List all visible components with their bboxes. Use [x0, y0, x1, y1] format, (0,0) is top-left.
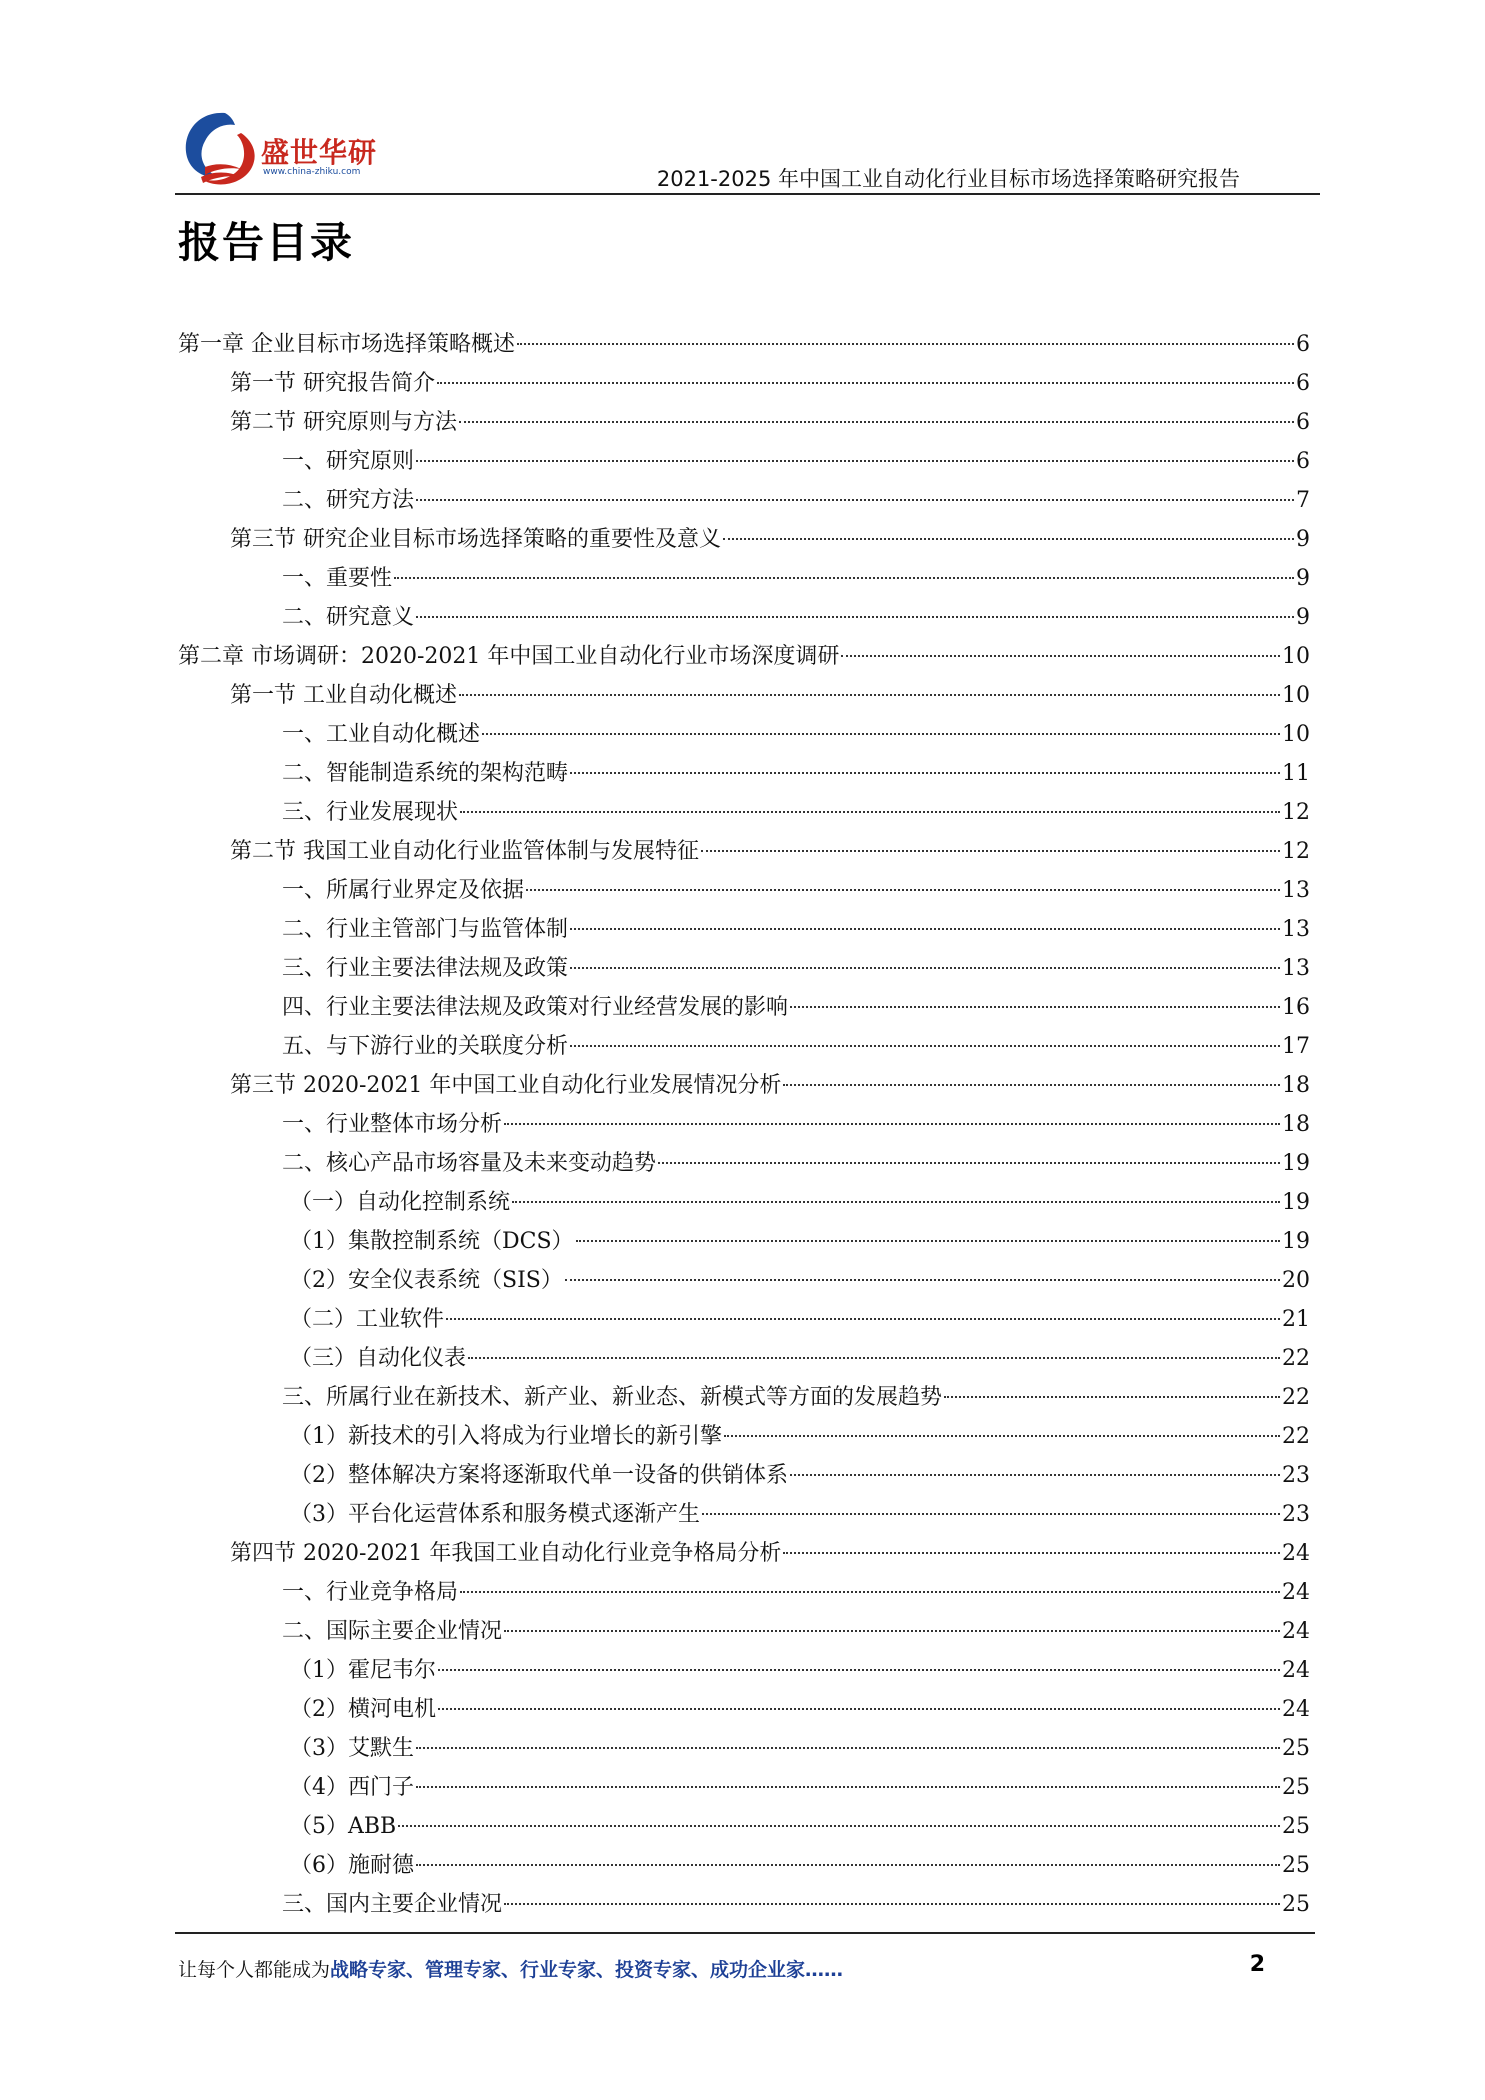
- toc-entry-label: （3）平台化运营体系和服务模式逐渐产生: [290, 1502, 700, 1527]
- toc-entry-page: 19: [1282, 1151, 1310, 1176]
- toc-entry[interactable]: [178, 754, 1310, 793]
- toc-entry[interactable]: [178, 1339, 1310, 1378]
- toc-entry-page: 12: [1282, 800, 1310, 825]
- toc-entry-label: 五、与下游行业的关联度分析: [282, 1034, 569, 1059]
- toc-entry-page: 12: [1282, 839, 1310, 864]
- toc-entry-label: 三、所属行业在新技术、新产业、新业态、新模式等方面的发展趋势: [282, 1385, 943, 1410]
- toc-entry[interactable]: [178, 1651, 1310, 1690]
- brand-name: 盛世华研: [261, 136, 378, 169]
- toc-entry-page: 23: [1282, 1502, 1310, 1527]
- toc-entry-page: 19: [1282, 1229, 1310, 1254]
- toc-entry-page: 6: [1296, 410, 1310, 435]
- toc-leader-dots: [460, 1590, 1280, 1593]
- toc-entry-page: 10: [1282, 722, 1310, 747]
- toc-entry[interactable]: [178, 1768, 1310, 1807]
- toc-entry-label: （4）西门子: [290, 1775, 414, 1800]
- toc-entry[interactable]: [178, 1378, 1310, 1417]
- toc-entry-page: 6: [1296, 332, 1310, 357]
- toc-entry-page: 25: [1282, 1853, 1310, 1878]
- toc-leader-dots: [504, 1902, 1280, 1905]
- toc-entry[interactable]: [178, 1573, 1310, 1612]
- toc-leader-dots: [416, 615, 1294, 618]
- toc-entry-page: 13: [1282, 878, 1310, 903]
- toc-entry[interactable]: [178, 403, 1310, 442]
- toc-entry[interactable]: [178, 481, 1310, 520]
- toc-leader-dots: [394, 576, 1294, 579]
- toc-entry-label: （1）新技术的引入将成为行业增长的新引擎: [290, 1424, 722, 1449]
- toc-entry-page: 25: [1282, 1814, 1310, 1839]
- toc-entry[interactable]: [178, 1846, 1310, 1885]
- toc-entry[interactable]: [178, 1456, 1310, 1495]
- toc-entry[interactable]: [178, 598, 1310, 637]
- toc-entry[interactable]: [178, 1612, 1310, 1651]
- toc-heading: 报告目录: [178, 218, 355, 267]
- table-of-contents: [178, 325, 1310, 1924]
- toc-entry-page: 25: [1282, 1892, 1310, 1917]
- header-divider: [175, 193, 1320, 195]
- toc-entry-page: 6: [1296, 371, 1310, 396]
- toc-leader-dots: [517, 342, 1294, 345]
- toc-entry-page: 20: [1282, 1268, 1310, 1293]
- toc-entry-label: 二、研究意义: [282, 605, 415, 630]
- toc-entry-page: 22: [1282, 1346, 1310, 1371]
- toc-entry-page: 18: [1282, 1073, 1310, 1098]
- toc-entry-label: 一、工业自动化概述: [282, 722, 481, 747]
- toc-leader-dots: [576, 1239, 1280, 1242]
- toc-entry[interactable]: [178, 1885, 1310, 1924]
- toc-entry-page: 24: [1282, 1580, 1310, 1605]
- toc-entry-label: 第二节 研究原则与方法: [230, 410, 457, 435]
- toc-entry[interactable]: [178, 1144, 1310, 1183]
- toc-entry[interactable]: [178, 832, 1310, 871]
- toc-entry[interactable]: [178, 949, 1310, 988]
- toc-leader-dots: [460, 810, 1280, 813]
- toc-entry[interactable]: [178, 1807, 1310, 1846]
- toc-entry-label: （6）施耐德: [290, 1853, 414, 1878]
- footer-slogan: [178, 1955, 843, 1982]
- toc-leader-dots: [416, 1863, 1280, 1866]
- toc-entry-label: 一、研究原则: [282, 449, 415, 474]
- toc-entry-page: 17: [1282, 1034, 1310, 1059]
- page-number: 2: [1249, 1952, 1265, 1977]
- toc-entry-label: 四、行业主要法律法规及政策对行业经营发展的影响: [282, 995, 789, 1020]
- toc-entry-page: 24: [1282, 1658, 1310, 1683]
- toc-entry-label: （1）集散控制系统（DCS）: [290, 1229, 574, 1254]
- toc-entry-page: 25: [1282, 1736, 1310, 1761]
- toc-leader-dots: [570, 1044, 1280, 1047]
- toc-entry[interactable]: [178, 559, 1310, 598]
- toc-entry[interactable]: [178, 1690, 1310, 1729]
- toc-entry-label: （1）霍尼韦尔: [290, 1658, 436, 1683]
- toc-entry-page: 11: [1282, 761, 1310, 786]
- toc-entry[interactable]: [178, 1300, 1310, 1339]
- toc-entry[interactable]: [178, 1183, 1310, 1222]
- toc-entry[interactable]: [178, 442, 1310, 481]
- toc-entry-label: （5）ABB: [290, 1814, 397, 1839]
- toc-entry[interactable]: [178, 715, 1310, 754]
- toc-leader-dots: [459, 693, 1280, 696]
- toc-leader-dots: [504, 1629, 1280, 1632]
- toc-entry-page: 6: [1296, 449, 1310, 474]
- toc-leader-dots: [512, 1200, 1280, 1203]
- toc-entry-page: 24: [1282, 1619, 1310, 1644]
- toc-leader-dots: [438, 1707, 1280, 1710]
- toc-entry-label: 二、智能制造系统的架构范畴: [282, 761, 569, 786]
- toc-leader-dots: [416, 1785, 1280, 1788]
- toc-leader-dots: [701, 849, 1280, 852]
- toc-entry-label: 第三节 研究企业目标市场选择策略的重要性及意义: [230, 527, 721, 552]
- toc-entry[interactable]: [178, 1105, 1310, 1144]
- toc-entry[interactable]: [178, 1222, 1310, 1261]
- toc-entry-label: 一、重要性: [282, 566, 393, 591]
- toc-entry[interactable]: [178, 1729, 1310, 1768]
- brand-url: www.china-zhiku.com: [263, 167, 361, 177]
- toc-entry[interactable]: [178, 676, 1310, 715]
- toc-leader-dots: [398, 1824, 1280, 1827]
- slogan-prefix: 让每个人都能成为: [178, 1959, 331, 1981]
- toc-leader-dots: [526, 888, 1280, 891]
- toc-entry-page: 13: [1282, 956, 1310, 981]
- toc-leader-dots: [841, 654, 1280, 657]
- toc-leader-dots: [783, 1083, 1280, 1086]
- toc-leader-dots: [416, 459, 1294, 462]
- toc-entry-label: 二、研究方法: [282, 488, 415, 513]
- toc-entry-label: （3）艾默生: [290, 1736, 414, 1761]
- toc-entry-label: 二、核心产品市场容量及未来变动趋势: [282, 1151, 657, 1176]
- toc-entry-page: 24: [1282, 1541, 1310, 1566]
- toc-leader-dots: [723, 537, 1294, 540]
- toc-entry[interactable]: [178, 364, 1310, 403]
- toc-entry[interactable]: [178, 1027, 1310, 1066]
- toc-entry-label: 第一节 研究报告简介: [230, 371, 435, 396]
- logo-swirl-icon: [175, 105, 265, 195]
- brand-logo: [175, 105, 395, 195]
- toc-entry[interactable]: [178, 1495, 1310, 1534]
- toc-entry-page: 18: [1282, 1112, 1310, 1137]
- toc-entry-label: 二、国际主要企业情况: [282, 1619, 503, 1644]
- toc-entry[interactable]: [178, 1534, 1310, 1573]
- toc-entry-label: 一、行业竞争格局: [282, 1580, 459, 1605]
- toc-leader-dots: [570, 927, 1280, 930]
- toc-entry-label: （2）整体解决方案将逐渐取代单一设备的供销体系: [290, 1463, 788, 1488]
- toc-leader-dots: [783, 1551, 1280, 1554]
- toc-entry-label: 第一节 工业自动化概述: [230, 683, 457, 708]
- toc-entry[interactable]: [178, 520, 1310, 559]
- toc-entry[interactable]: [178, 637, 1310, 676]
- toc-leader-dots: [790, 1473, 1280, 1476]
- toc-leader-dots: [724, 1434, 1280, 1437]
- toc-entry-label: 二、行业主管部门与监管体制: [282, 917, 569, 942]
- toc-leader-dots: [570, 771, 1280, 774]
- toc-entry-label: 第一章 企业目标市场选择策略概述: [178, 332, 515, 357]
- toc-entry-label: 三、行业主要法律法规及政策: [282, 956, 569, 981]
- toc-entry-page: 10: [1282, 683, 1310, 708]
- toc-entry-page: 9: [1296, 605, 1310, 630]
- toc-entry[interactable]: [178, 910, 1310, 949]
- toc-entry-label: （2）安全仪表系统（SIS）: [290, 1268, 563, 1293]
- page-header: [175, 105, 1320, 195]
- toc-leader-dots: [482, 732, 1280, 735]
- toc-leader-dots: [446, 1317, 1280, 1320]
- slogan-highlight: 战略专家、管理专家、行业专家、投资专家、成功企业家: [330, 1959, 806, 1981]
- slogan-suffix: ……: [805, 1959, 844, 1981]
- toc-entry-page: 21: [1282, 1307, 1310, 1332]
- toc-leader-dots: [504, 1122, 1280, 1125]
- toc-entry-label: （二）工业软件: [290, 1307, 445, 1332]
- footer-divider: [175, 1932, 1315, 1934]
- toc-leader-dots: [702, 1512, 1280, 1515]
- toc-entry[interactable]: [178, 1066, 1310, 1105]
- toc-entry[interactable]: [178, 793, 1310, 832]
- toc-entry-page: 23: [1282, 1463, 1310, 1488]
- report-title: 2021-2025 年中国工业自动化行业目标市场选择策略研究报告: [656, 167, 1240, 191]
- toc-entry-label: 三、国内主要企业情况: [282, 1892, 503, 1917]
- toc-entry-page: 13: [1282, 917, 1310, 942]
- toc-leader-dots: [416, 1746, 1280, 1749]
- toc-leader-dots: [658, 1161, 1280, 1164]
- toc-entry[interactable]: [178, 325, 1310, 364]
- toc-entry-page: 24: [1282, 1697, 1310, 1722]
- toc-entry[interactable]: [178, 1417, 1310, 1456]
- toc-entry-page: 9: [1296, 566, 1310, 591]
- toc-leader-dots: [416, 498, 1294, 501]
- toc-leader-dots: [437, 381, 1294, 384]
- toc-entry-label: 第四节 2020-2021 年我国工业自动化行业竞争格局分析: [230, 1541, 782, 1566]
- toc-leader-dots: [570, 966, 1280, 969]
- toc-entry-label: 一、所属行业界定及依据: [282, 878, 525, 903]
- toc-leader-dots: [565, 1278, 1280, 1281]
- toc-entry-label: （一）自动化控制系统: [290, 1190, 511, 1215]
- toc-entry-label: 第二节 我国工业自动化行业监管体制与发展特征: [230, 839, 699, 864]
- toc-entry-page: 10: [1282, 644, 1310, 669]
- toc-entry-label: 一、行业整体市场分析: [282, 1112, 503, 1137]
- toc-entry-page: 22: [1282, 1385, 1310, 1410]
- toc-leader-dots: [468, 1356, 1280, 1359]
- toc-entry-page: 16: [1282, 995, 1310, 1020]
- toc-entry[interactable]: [178, 1261, 1310, 1300]
- toc-entry-label: 第三节 2020-2021 年中国工业自动化行业发展情况分析: [230, 1073, 782, 1098]
- toc-entry[interactable]: [178, 871, 1310, 910]
- toc-entry-page: 19: [1282, 1190, 1310, 1215]
- toc-entry-page: 22: [1282, 1424, 1310, 1449]
- toc-leader-dots: [790, 1005, 1280, 1008]
- toc-leader-dots: [944, 1395, 1280, 1398]
- toc-leader-dots: [459, 420, 1294, 423]
- toc-entry-label: （2）横河电机: [290, 1697, 436, 1722]
- toc-entry-page: 7: [1296, 488, 1310, 513]
- toc-entry-page: 25: [1282, 1775, 1310, 1800]
- toc-leader-dots: [438, 1668, 1280, 1671]
- toc-entry-label: 三、行业发展现状: [282, 800, 459, 825]
- toc-entry-page: 9: [1296, 527, 1310, 552]
- toc-entry-label: （三）自动化仪表: [290, 1346, 467, 1371]
- toc-entry-label: 第二章 市场调研：2020-2021 年中国工业自动化行业市场深度调研: [178, 644, 840, 669]
- toc-entry[interactable]: [178, 988, 1310, 1027]
